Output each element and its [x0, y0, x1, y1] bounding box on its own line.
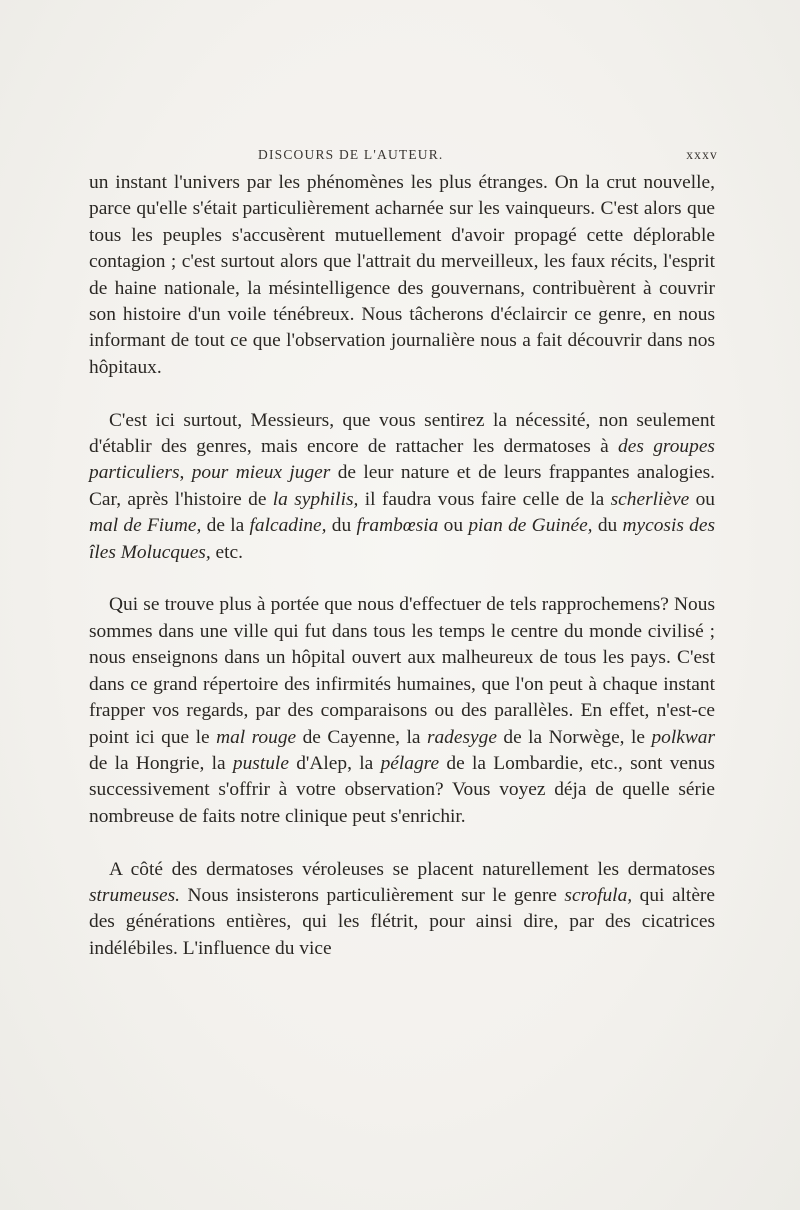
running-head	[258, 147, 718, 167]
text-run: ou	[438, 515, 469, 537]
page-number: xxxv	[686, 147, 718, 162]
body-text	[89, 170, 715, 962]
italic-term: mal de Fiume,	[89, 515, 202, 537]
italic-term: falcadine,	[249, 515, 327, 537]
paragraph-4	[89, 857, 715, 963]
text-run: un instant l'univers par les phénomènes les plus étranges. On la crut nouvelle, parce qu'elle s'était particulièrement acharnée sur les vainqueurs. C'est alors que tous les peuples s'accusèrent mutuellement d'avoir propagé cette déplorable contagion ; c'est surtout alors que l'attrait du merveilleux, les faux récits, l'esprit de haine nationale, la mésintelligence des gouvernans, contribuèrent à couvrir son histoire d'un voile ténébreux. Nous tâcherons d'éclaircir ce genre, en nous informant de tout ce que l'observation journalière nous a fait découvrir dans nos hôpitaux.	[89, 172, 715, 378]
italic-term: scrofula,	[564, 884, 633, 906]
text-run: de leur nature et de leurs frappantes analogies. Car, après l'histoire de	[89, 462, 715, 510]
text-run: de Cayenne, la	[296, 726, 427, 748]
italic-term: pian de Guinée,	[468, 515, 593, 537]
italic-term: strumeuses.	[89, 884, 181, 906]
text-run: ou	[689, 488, 715, 510]
italic-term: scherlièvе	[610, 488, 690, 510]
italic-term: des groupes particuliers	[89, 436, 715, 484]
paragraph-2	[89, 408, 715, 566]
italic-term: la syphilis,	[272, 488, 359, 510]
text-run: du	[326, 515, 357, 537]
text-run: de la Norwège, le	[496, 726, 652, 748]
text-run: du	[592, 515, 623, 537]
italic-term: mal rouge	[216, 726, 297, 748]
text-run: Qui se trouve plus à portée que nous d'effectuer de tels rapprochemens? Nous sommes dans une ville qui fut dans tous les temps le centre du monde civilisé ; nous enseignons dans un hôpital ouvert aux malheureux de tous les pays. C'est dans ce grand répertoire des infirmités humaines, que l'on peut à chaque instant frapper vos regards, par des comparaisons ou des parallèles. En effet, n'est-ce point ici que le	[89, 594, 715, 748]
italic-term: pour mieux juger	[191, 462, 331, 484]
paragraph-3	[89, 592, 715, 830]
italic-term: frambœsia	[356, 515, 439, 537]
text-run: de la Hongrie, la	[89, 752, 233, 774]
text-run: de la Lombardie, etc., sont venus successivement s'offrir à votre observation? Vous voyez déja de quelle série nombreuse de faits notre clinique peut s'enrichir.	[89, 752, 715, 827]
italic-term: mycosis des îles Molucques,	[89, 515, 716, 563]
text-run: qui altère des générations entières, qui les flétrit, pour ainsi dire, par des cicatrices indélébiles. L'influence du vice	[89, 884, 715, 959]
italic-term: polkwar	[651, 726, 715, 748]
italic-term: radesyge	[426, 726, 497, 748]
text-run: C'est ici surtout, Messieurs, que vous sentirez la nécessité, non seulement d'établir des genres, mais encore de rattacher les dermatoses à	[89, 409, 715, 458]
text-run: d'Alep, la	[288, 752, 381, 774]
text-run: etc.	[210, 541, 243, 563]
text-run: ,	[179, 462, 192, 484]
italic-term: pélagre	[380, 752, 440, 774]
text-run: de la	[201, 515, 250, 537]
text-run: A côté des dermatoses véroleuses se placent naturellement les dermatoses	[109, 858, 715, 880]
running-title: DISCOURS DE L'AUTEUR.	[258, 147, 444, 162]
text-run: il faudra vous faire celle de la	[358, 488, 611, 510]
italic-term: pustule	[232, 752, 289, 774]
paragraph-1	[89, 170, 715, 381]
text-run: Nous insisterons particulièrement sur le genre	[180, 884, 565, 906]
